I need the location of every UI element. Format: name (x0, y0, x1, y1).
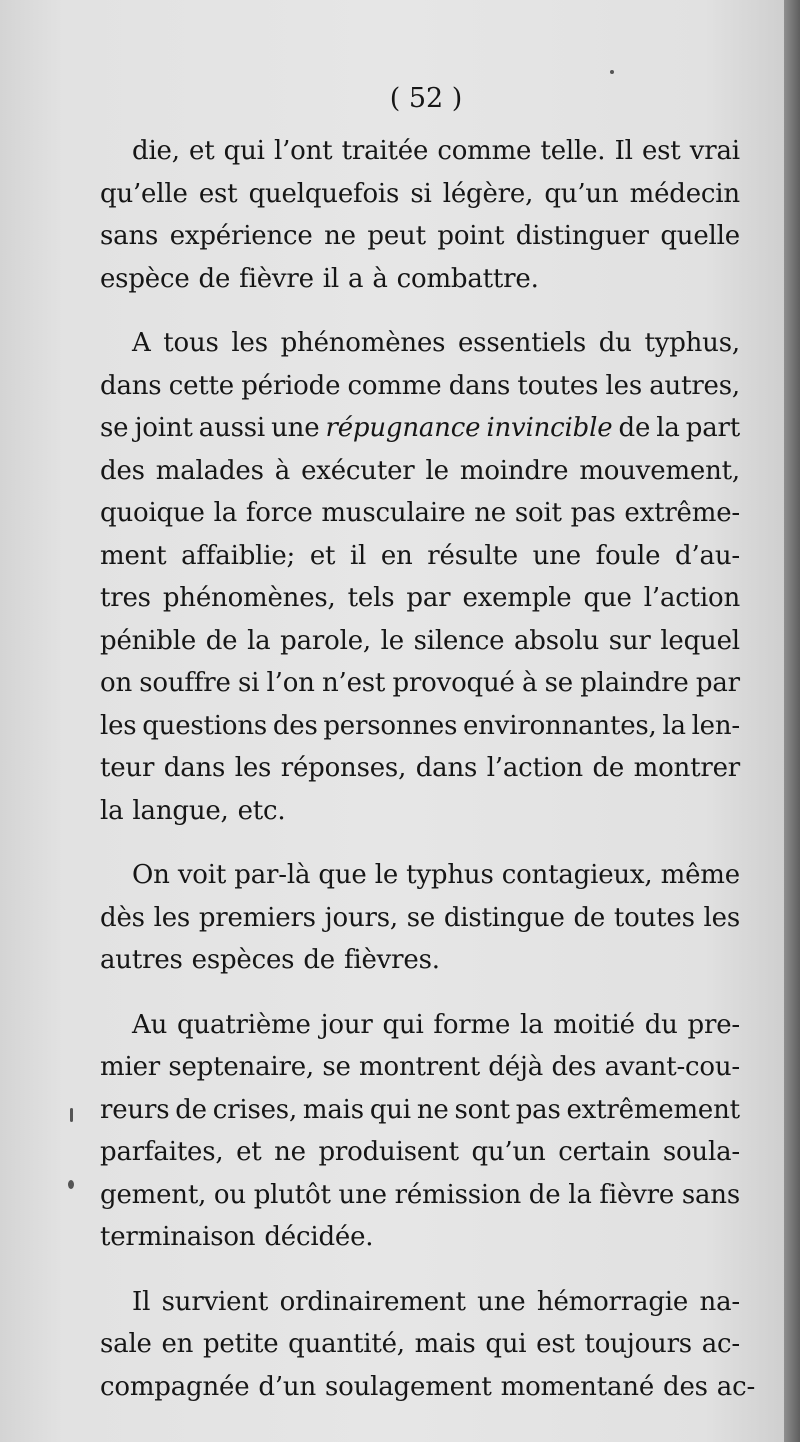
word: part (685, 413, 740, 443)
word: extrêmement (566, 1094, 740, 1125)
word: il (322, 263, 340, 294)
word: Il (132, 1286, 151, 1317)
word: survient (161, 1286, 269, 1317)
word: mouvement, (579, 455, 740, 486)
word: pas (515, 1094, 561, 1125)
text-line (100, 747, 740, 790)
word: plaindre (580, 668, 689, 698)
word: réponses, (280, 753, 407, 783)
word: qu’un (471, 1137, 546, 1167)
word: septenaire, (168, 1052, 314, 1082)
word: par (695, 668, 740, 698)
word: soulagement (325, 1371, 492, 1402)
word: autres (100, 945, 183, 975)
word: une (271, 413, 320, 443)
word: tres (100, 583, 151, 613)
word: la (520, 1009, 544, 1040)
text-line (100, 577, 740, 620)
word: et (236, 1137, 262, 1167)
word: de (528, 1179, 561, 1210)
text-line (100, 407, 740, 450)
word: moitié (553, 1009, 635, 1040)
text-line (100, 662, 740, 705)
word: le (374, 860, 399, 890)
text-line (100, 1281, 740, 1324)
word: déjà (488, 1052, 544, 1082)
word: voit (177, 860, 227, 890)
word: questions (142, 710, 268, 741)
word: mais (414, 1329, 476, 1359)
word: montrent (359, 1052, 480, 1082)
text-line (100, 1131, 740, 1174)
word: ac- (716, 1371, 756, 1402)
word: toutes (613, 902, 695, 933)
word: momentané (500, 1371, 654, 1402)
word: dans (448, 370, 511, 401)
word: de (175, 1094, 207, 1125)
word: des (551, 1052, 597, 1082)
word: phénomènes (280, 328, 446, 358)
paragraph (100, 322, 740, 832)
word: montrer (633, 753, 740, 783)
word: et (189, 136, 215, 166)
word: fièvres. (343, 945, 440, 975)
word: légère, (442, 178, 534, 209)
word: les (153, 902, 191, 933)
text-line (100, 1046, 740, 1089)
word: que (318, 860, 367, 890)
word: à (522, 668, 538, 698)
word: moindre (459, 455, 569, 486)
word: la (100, 795, 124, 826)
word: sans (100, 221, 159, 251)
word: tels (347, 583, 395, 613)
word: de (573, 902, 606, 933)
word: distinguer (515, 221, 649, 251)
word: force (245, 498, 313, 528)
word: par (406, 583, 451, 613)
word: des (663, 1371, 708, 1402)
word: l’ont (273, 136, 333, 166)
text-line (100, 173, 740, 216)
word: d’au- (675, 540, 740, 571)
word: même (660, 860, 740, 890)
word: ne (474, 498, 506, 528)
text-line (100, 1323, 740, 1366)
word: l’action (643, 583, 740, 613)
page-number: ( 52 ) (389, 83, 463, 114)
word: affaiblie; (181, 540, 296, 571)
word: phénomènes, (162, 583, 336, 613)
text-line (100, 790, 740, 833)
word: de (205, 625, 238, 656)
word: compagnée (100, 1371, 250, 1402)
word: dans (415, 753, 478, 783)
word: qui (485, 1329, 527, 1359)
word: se (322, 1052, 351, 1082)
word: teur (100, 753, 155, 783)
word: qu’elle (100, 178, 188, 209)
word: répugnance (325, 413, 481, 443)
text-line (100, 939, 740, 982)
word: distingue (443, 902, 565, 933)
text-line (100, 1174, 740, 1217)
word: sur (608, 625, 651, 656)
word: quoique (100, 498, 205, 528)
word: forme (433, 1009, 511, 1040)
word: la (568, 1179, 592, 1210)
word: décidée. (264, 1222, 374, 1252)
word: le (380, 625, 404, 656)
word: A (132, 328, 151, 358)
word: sont (454, 1094, 510, 1125)
word: est (198, 178, 238, 209)
word: hémorragie (536, 1286, 689, 1317)
word: plutôt (253, 1179, 331, 1210)
text-line (100, 705, 740, 748)
word: résulte (427, 540, 518, 571)
word: mier (100, 1052, 160, 1082)
word: absolu (514, 625, 600, 656)
word: autres, (649, 370, 740, 401)
word: soula- (662, 1137, 740, 1167)
word: ne (416, 1094, 449, 1125)
word: langue, (132, 795, 229, 826)
word: les (100, 710, 137, 741)
word: les (234, 753, 272, 783)
word: combattre. (396, 263, 539, 294)
word: peut (367, 221, 426, 251)
word: de (303, 945, 335, 975)
word: toutes (517, 370, 599, 401)
text-line (100, 322, 740, 365)
word: comme (437, 136, 532, 166)
text-line (100, 897, 740, 940)
word: vrai (689, 136, 740, 166)
word: Au (132, 1009, 168, 1040)
word: environnantes, (463, 710, 657, 741)
word: exécuter (301, 455, 415, 486)
word: la (247, 625, 271, 656)
word: petite (202, 1329, 279, 1359)
text-line (100, 258, 740, 301)
page-text (100, 76, 756, 1430)
word: certain (558, 1137, 651, 1167)
word: expérience (169, 221, 313, 251)
text-line (100, 1366, 756, 1409)
word: du (644, 1009, 678, 1040)
word: les (605, 370, 642, 401)
text-line (100, 450, 740, 493)
word: une (477, 1286, 526, 1317)
word: typhus (406, 860, 494, 890)
word: quelquefois (248, 178, 400, 209)
paragraph-list (100, 130, 756, 1408)
word: se (544, 668, 573, 698)
word: telle. (540, 136, 606, 166)
word: lequel (660, 625, 740, 656)
word: dès (100, 902, 145, 933)
word: parfaites, (100, 1137, 224, 1167)
word: du (598, 328, 632, 358)
word: des (100, 455, 145, 486)
word: il (349, 540, 367, 571)
ink-speck (70, 1108, 73, 1122)
word: invincible (486, 413, 613, 443)
text-line (100, 130, 740, 173)
word: les (231, 328, 268, 358)
word: foule (595, 540, 661, 571)
word: une (338, 1179, 387, 1210)
word: qui (223, 136, 265, 166)
word: On (132, 860, 170, 890)
word: tous (163, 328, 219, 358)
word: espèces (191, 945, 295, 975)
word: ment (100, 540, 167, 571)
word: se (100, 413, 129, 443)
word: dans (100, 370, 162, 401)
word: les (703, 902, 740, 933)
word: et (309, 540, 336, 571)
word: aussi (198, 413, 266, 443)
word: cette (168, 370, 234, 401)
word: produisent (318, 1137, 459, 1167)
word: mais (302, 1094, 364, 1125)
word: qui (382, 1009, 424, 1040)
word: fièvre (239, 263, 314, 294)
word: pre- (687, 1009, 740, 1040)
word: essentiels (458, 328, 587, 358)
word: len- (691, 710, 740, 741)
word: terminaison (100, 1222, 256, 1252)
word: n’est (321, 668, 386, 698)
word: personnes (323, 710, 458, 741)
word: die, (132, 136, 180, 166)
word: parole, (280, 625, 371, 656)
page-edge-shadow (784, 0, 800, 1442)
word: fièvre (599, 1179, 675, 1210)
word: contagieux, (501, 860, 653, 890)
word: typhus, (644, 328, 740, 358)
word: rémission (394, 1179, 521, 1210)
word: etc. (237, 795, 286, 826)
word: a (348, 263, 364, 294)
word: d’un (258, 1371, 316, 1402)
paragraph (100, 1004, 740, 1259)
word: pas (570, 498, 616, 528)
paragraph (100, 854, 740, 982)
word: pénible (100, 625, 197, 656)
word: que (583, 583, 632, 613)
word: période (241, 370, 341, 401)
word: si (237, 668, 260, 698)
word: de (618, 413, 651, 443)
word: toujours (584, 1329, 692, 1359)
word: l’on (266, 668, 315, 698)
word: une (532, 540, 581, 571)
word: la (213, 498, 238, 528)
word: de (198, 263, 231, 294)
word: par-là (234, 860, 311, 890)
ink-speck (610, 70, 614, 74)
word: ne (324, 221, 356, 251)
paragraph (100, 1281, 756, 1409)
text-line (100, 535, 740, 578)
word: souffre (139, 668, 231, 698)
word: à (274, 455, 291, 486)
word: comme (347, 370, 442, 401)
word: crises, (212, 1094, 298, 1125)
word: qu’un (544, 178, 619, 209)
word: ne (274, 1137, 306, 1167)
word: exemple (462, 583, 572, 613)
word: en (161, 1329, 194, 1359)
word: silence (413, 625, 505, 656)
word: est (536, 1329, 575, 1359)
word: si (410, 178, 432, 209)
word: qui (369, 1094, 411, 1125)
word: quatrième (176, 1009, 311, 1040)
word: point (437, 221, 505, 251)
text-line (100, 1004, 740, 1047)
word: le (425, 455, 449, 486)
word: ordinairement (279, 1286, 466, 1317)
word: jour (320, 1009, 373, 1040)
text-line (100, 620, 740, 663)
word: quelle (660, 221, 740, 251)
paragraph (100, 130, 740, 300)
word: de (592, 753, 625, 783)
word: est (641, 136, 681, 166)
text-line (100, 215, 740, 258)
word: provoqué (392, 668, 515, 698)
ink-speck (68, 1180, 74, 1189)
word: on (100, 668, 132, 698)
word: en (380, 540, 413, 571)
word: musculaire (321, 498, 466, 528)
word: jours, (324, 902, 398, 933)
word: médecin (629, 178, 740, 209)
word: à (372, 263, 388, 294)
text-line (100, 854, 740, 897)
word: soit (514, 498, 562, 528)
word: ac- (701, 1329, 740, 1359)
word: dans (163, 753, 226, 783)
word: reurs (100, 1094, 170, 1125)
word: Il (614, 136, 633, 166)
word: la (656, 413, 680, 443)
word: joint (134, 413, 193, 443)
word: na- (699, 1286, 740, 1317)
text-line (100, 492, 740, 535)
word: la (662, 710, 686, 741)
word: sans (681, 1179, 740, 1210)
word: quantité, (288, 1329, 405, 1359)
word: espèce (100, 263, 190, 294)
word: extrême- (624, 498, 740, 528)
text-line (100, 1089, 740, 1132)
word: ou (213, 1179, 246, 1210)
word: avant-cou- (604, 1052, 740, 1082)
word: se (406, 902, 436, 933)
word: des (272, 710, 318, 741)
word: premiers (198, 902, 316, 933)
text-line (100, 365, 740, 408)
word: malades (155, 455, 264, 486)
word: traitée (341, 136, 429, 166)
word: gement, (100, 1179, 207, 1210)
word: sale (100, 1329, 152, 1359)
word: l’action (486, 753, 583, 783)
text-line (100, 1216, 740, 1259)
